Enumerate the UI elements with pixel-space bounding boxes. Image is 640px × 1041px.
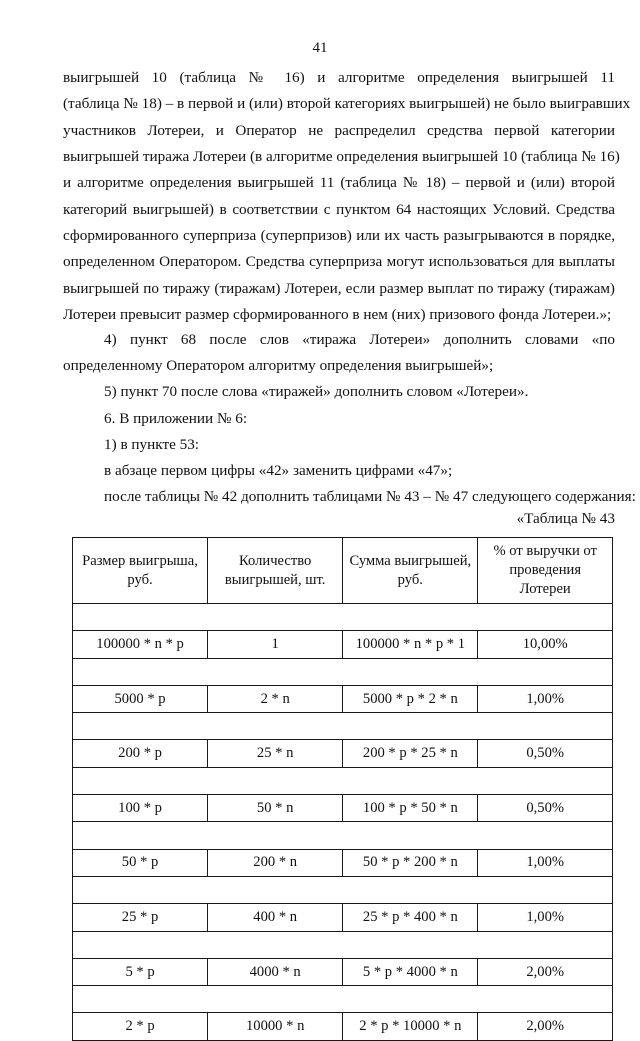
table-gap xyxy=(73,931,613,958)
paragraph-line: в абзаце первом цифры «42» заменить цифрами «47»; xyxy=(104,462,453,479)
table-cell: 0,50% xyxy=(478,740,613,767)
paragraph-line: выигрышей 10 (таблица № 16) и алгоритме определения выигрышей 11 xyxy=(63,69,615,86)
table-cell: 2,00% xyxy=(478,958,613,985)
table-cell: 200 * n xyxy=(208,849,343,876)
paragraph-line: участников Лотереи, и Оператор не распределил средства первой категории xyxy=(63,122,615,139)
table-gap xyxy=(73,876,613,903)
table-cell: 50 * p * 200 * n xyxy=(343,849,478,876)
paragraph-line: (таблица № 18) – в первой и (или) второй категориях выигрышей) не было выигравших xyxy=(63,95,631,112)
table-cell: 2 * p xyxy=(73,1013,208,1040)
table-cell: 2,00% xyxy=(478,1013,613,1040)
table-cell: 100 * p * 50 * n xyxy=(343,795,478,822)
table-row xyxy=(73,631,613,658)
header-revenue-percent: % от выручки от проведения Лотереи xyxy=(478,538,613,604)
table-row xyxy=(73,795,613,822)
page-number: 41 xyxy=(312,40,328,56)
prize-table xyxy=(72,537,613,1041)
table-cell: 5 * p xyxy=(73,958,208,985)
header-prize-count: Количество выигрышей, шт. xyxy=(208,538,343,604)
table-gap xyxy=(73,658,613,685)
table-gap xyxy=(73,822,613,849)
table-row xyxy=(73,904,613,931)
table-cell: 50 * n xyxy=(208,795,343,822)
table-cell: 5 * p * 4000 * n xyxy=(343,958,478,985)
table-cell: 200 * p * 25 * n xyxy=(343,740,478,767)
table-gap xyxy=(73,713,613,740)
paragraph-line: 6. В приложении № 6: xyxy=(104,410,248,427)
paragraph-line: 4) пункт 68 после слов «тиража Лотереи» дополнить словами «по xyxy=(104,331,615,348)
paragraph-line: 1) в пункте 53: xyxy=(104,436,200,453)
table-cell: 5000 * p * 2 * n xyxy=(343,685,478,712)
table-cell: 25 * n xyxy=(208,740,343,767)
table-header-row xyxy=(73,538,613,604)
paragraph-line: определенном Оператором. Средства суперприза могут использоваться для выплаты xyxy=(63,253,615,270)
table-cell: 5000 * p xyxy=(73,685,208,712)
table-cell: 10000 * n xyxy=(208,1013,343,1040)
table-row xyxy=(73,1013,613,1040)
table-cell: 1 xyxy=(208,631,343,658)
table-gap xyxy=(73,767,613,794)
table-cell: 10,00% xyxy=(478,631,613,658)
table-cell: 25 * p xyxy=(73,904,208,931)
table-cell: 100000 * n * p * 1 xyxy=(343,631,478,658)
table-cell: 400 * n xyxy=(208,904,343,931)
paragraph-line: после таблицы № 42 дополнить таблицами № 43 – № 47 следующего содержания: xyxy=(104,488,636,505)
table-cell: 4000 * n xyxy=(208,958,343,985)
paragraph-line: выигрышей тиража Лотереи (в алгоритме определения выигрышей 10 (таблица № 16) xyxy=(63,148,620,165)
paragraph-line: выигрышей по тиражу (тиражам) Лотереи, если размер выплат по тиражу (тиражам) xyxy=(63,280,615,297)
paragraph-line: 5) пункт 70 после слова «тиражей» дополнить словом «Лотереи». xyxy=(104,383,529,400)
table-cell: 200 * p xyxy=(73,740,208,767)
table-cell: 50 * p xyxy=(73,849,208,876)
paragraph-line: и алгоритме определения выигрышей 11 (таблица № 18) – первой и (или) второй xyxy=(63,174,615,191)
table-cell: 1,00% xyxy=(478,904,613,931)
table-row xyxy=(73,740,613,767)
table-gap xyxy=(73,604,613,631)
table-cell: 100000 * n * p xyxy=(73,631,208,658)
table-gap xyxy=(73,986,613,1013)
table-cell: 100 * p xyxy=(73,795,208,822)
table-row xyxy=(73,685,613,712)
table-cell: 1,00% xyxy=(478,685,613,712)
table-cell: 1,00% xyxy=(478,849,613,876)
header-prize-sum: Сумма выигрышей, руб. xyxy=(343,538,478,604)
table-row xyxy=(73,849,613,876)
paragraph-line: определенному Оператором алгоритму определения выигрышей»; xyxy=(63,357,494,374)
paragraph-line: сформированного суперприза (суперпризов) или их часть разыгрываются в порядке, xyxy=(63,227,615,244)
table-row xyxy=(73,958,613,985)
header-prize-amount: Размер выигрыша, руб. xyxy=(73,538,208,604)
table-cell: 0,50% xyxy=(478,795,613,822)
paragraph-line: категорий выигрышей) в соответствии с пунктом 64 настоящих Условий. Средства xyxy=(63,201,615,218)
table-cell: 25 * p * 400 * n xyxy=(343,904,478,931)
paragraph-line: Лотереи превысит размер сформированного в нем (них) призового фонда Лотереи.»; xyxy=(63,306,612,323)
table-caption: «Таблица № 43 xyxy=(516,510,615,527)
table-cell: 2 * n xyxy=(208,685,343,712)
table-cell: 2 * p * 10000 * n xyxy=(343,1013,478,1040)
